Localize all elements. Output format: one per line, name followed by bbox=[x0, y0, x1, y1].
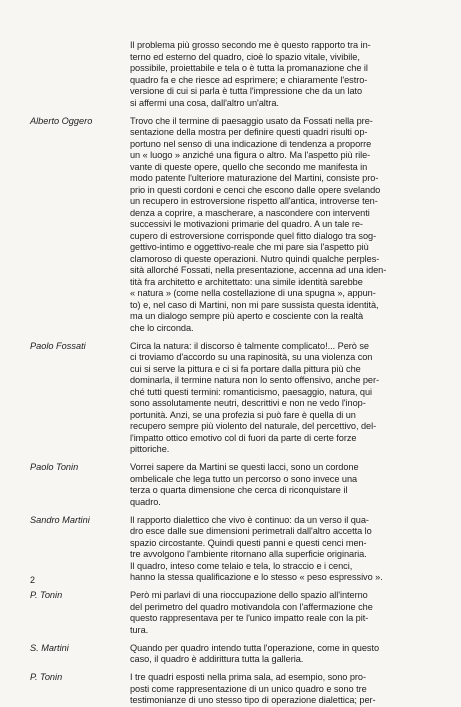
text-line: tre avvolgono l'ambiente ritornano alla superficie originaria. bbox=[130, 549, 367, 559]
speaker-name: P. Tonin bbox=[30, 590, 63, 600]
dialogue-text bbox=[130, 40, 442, 109]
text-line: Trovo che il termine di paesaggio usato da Fossati nella pre- bbox=[130, 115, 373, 126]
speaker-name: Paolo Fossati bbox=[30, 340, 86, 351]
text-line: terno ed esterno del quadro, cioè lo spazio vitale, vivibile, bbox=[130, 51, 360, 62]
text-line: clamoroso di queste operazioni. Nutro quindi qualche perples- bbox=[130, 253, 380, 264]
text-line: Quando per quadro intendo tutta l'operazione, come in questo bbox=[130, 642, 380, 653]
text-line: dro esce dalle sue dimensioni perimetrali dall'altro accetta lo bbox=[130, 526, 372, 536]
text-line: sentazione della mostra per definire questi quadri risulti op- bbox=[130, 127, 368, 137]
text-line: terza o quarta dimensione che cerca di riconquistare il bbox=[130, 485, 348, 495]
text-line: successivi le motivazioni primarie del quadro. A un tale re- bbox=[130, 219, 363, 229]
page-number: 2 bbox=[30, 575, 36, 585]
speaker-name: Paolo Tonin bbox=[30, 462, 79, 472]
text-line: I tre quadri esposti nella prima sala, ad esempio, sono pro- bbox=[130, 672, 367, 682]
text-line: vante di queste opere, quello che secondo me manifesta in bbox=[130, 161, 368, 172]
text-line: pittoriche. bbox=[130, 444, 170, 454]
text-line: quadro. bbox=[130, 496, 161, 507]
text-line: ombelicale che lega tutto un percorso o sono invece una bbox=[130, 473, 358, 484]
text-line: tità fra architetto e architettato: una simile identità sarebbe bbox=[130, 276, 363, 287]
text-line: prio in questi cordoni e cenci che escono dalle opere svelando bbox=[130, 184, 381, 195]
text-line: denza a coprire, a mascherare, a nascondere con interventi bbox=[130, 207, 370, 218]
text-line: si affermi una cosa, dall'altro un'altra. bbox=[130, 97, 279, 108]
text-line: testimonianze di uno stesso tipo di operazione dialettica; per- bbox=[130, 695, 376, 705]
text-line: un « luogo » anziché una figura o altro. Ma l'aspetto più rile- bbox=[130, 150, 371, 160]
text-line: gettivo-intimo e oggettivo-reale che mi pare sia l'aspetto più bbox=[130, 242, 369, 252]
text-line: caso, il quadro è addirittura tutta la galleria. bbox=[130, 654, 304, 664]
speaker-name: Sandro Martini bbox=[30, 514, 90, 525]
text-line: Il quadro, inteso come telaio e tela, lo straccio e i cenci, bbox=[130, 560, 353, 571]
text-line: Circa la natura: il discorso è talmente complicato!... Però se bbox=[130, 340, 369, 351]
text-line: un recupero in estroversione rispetto all'antica, introverse ten- bbox=[130, 196, 378, 206]
text-line: questo rappresentava per te l'unico impatto reale con la pit- bbox=[130, 613, 369, 623]
dialogue-text bbox=[130, 462, 442, 508]
text-line: possibile, proiettabile e tela o è tutta la promanazione che il bbox=[130, 63, 368, 73]
text-line: sono assolutamente neutri, descrittivi e non ne vedo l'inop- bbox=[130, 398, 366, 408]
text-line: versione di cui si parla è tutta l'impressione che da un lato bbox=[130, 86, 363, 96]
text-line: spazio circostante. Quindi questi panni e questi cenci men- bbox=[130, 537, 367, 548]
dialogue-text bbox=[130, 643, 442, 666]
text-line: Vorrei sapere da Martini se questi lacci, sono un cordone bbox=[130, 462, 359, 472]
text-line: che lo circonda. bbox=[130, 322, 194, 333]
dialogue-text bbox=[130, 116, 442, 335]
dialogue-text bbox=[130, 515, 442, 584]
text-line: Però mi parlavi di una rioccupazione dello spazio all'interno bbox=[130, 590, 368, 600]
text-line: portunità. Anzi, se una profezia si può fare è quella di un bbox=[130, 409, 356, 420]
text-line: to) e, nel caso di Martini, non mi pare sussista questa identità, bbox=[130, 299, 379, 310]
text-line: Il rapporto dialettico che vivo è continuo: da un verso il qua- bbox=[130, 514, 369, 525]
text-line: posti come rappresentazione di un unico quadro e sono tre bbox=[130, 683, 367, 694]
dialogue-text bbox=[130, 341, 442, 456]
speaker-name: P. Tonin bbox=[30, 672, 63, 682]
dialogue-text bbox=[130, 672, 442, 707]
speaker-name: Alberto Oggero bbox=[30, 115, 93, 126]
text-line: ché tutti questi termini: romanticismo, paesaggio, natura, qui bbox=[130, 386, 373, 397]
text-line: Il problema più grosso secondo me è questo rapporto tra in- bbox=[130, 40, 371, 50]
text-line: cupero di estroversione corrisponde quel fitto dialogo tra sog- bbox=[130, 230, 377, 241]
text-line: portuno nel senso di una indicazione di tendenza a proporre bbox=[130, 138, 372, 149]
text-line: l'impatto ottico emotivo col di fuori da parte di certe forze bbox=[130, 432, 357, 443]
text-line: hanno la stessa qualificazione e lo stesso « peso espressivo ». bbox=[130, 572, 383, 582]
text-line: del perimetro del quadro motivandola con l'affermazione che bbox=[130, 601, 373, 612]
text-line: « natura » (come nella costellazione di una spugna », appun- bbox=[130, 288, 376, 298]
text-line: dominarla, il termine natura non lo sento offensivo, anche per- bbox=[130, 375, 379, 385]
text-line: cui si serve la pittura e ci si fa portare dalla pittura più che bbox=[130, 363, 361, 374]
text-line: modo patente l'ulteriore maturazione del Martini, consiste pro- bbox=[130, 173, 379, 183]
text-line: sità allorché Fossati, nella presentazione, accenna ad una iden- bbox=[130, 265, 387, 275]
text-line: ci troviamo d'accordo su una rapinosità, su una violenza con bbox=[130, 352, 373, 362]
text-line: tura. bbox=[130, 624, 149, 635]
dialogue-text bbox=[130, 590, 442, 636]
text-line: quadro fa e che riesce ad esprimere; e chiaramente l'estro- bbox=[130, 74, 368, 85]
text-line: ma un dialogo sempre più aperto e cosciente con la realtà bbox=[130, 311, 364, 321]
speaker-name: S. Martini bbox=[30, 642, 69, 653]
text-line: recupero sempre più violento del naturale, del percettivo, del- bbox=[130, 421, 377, 431]
